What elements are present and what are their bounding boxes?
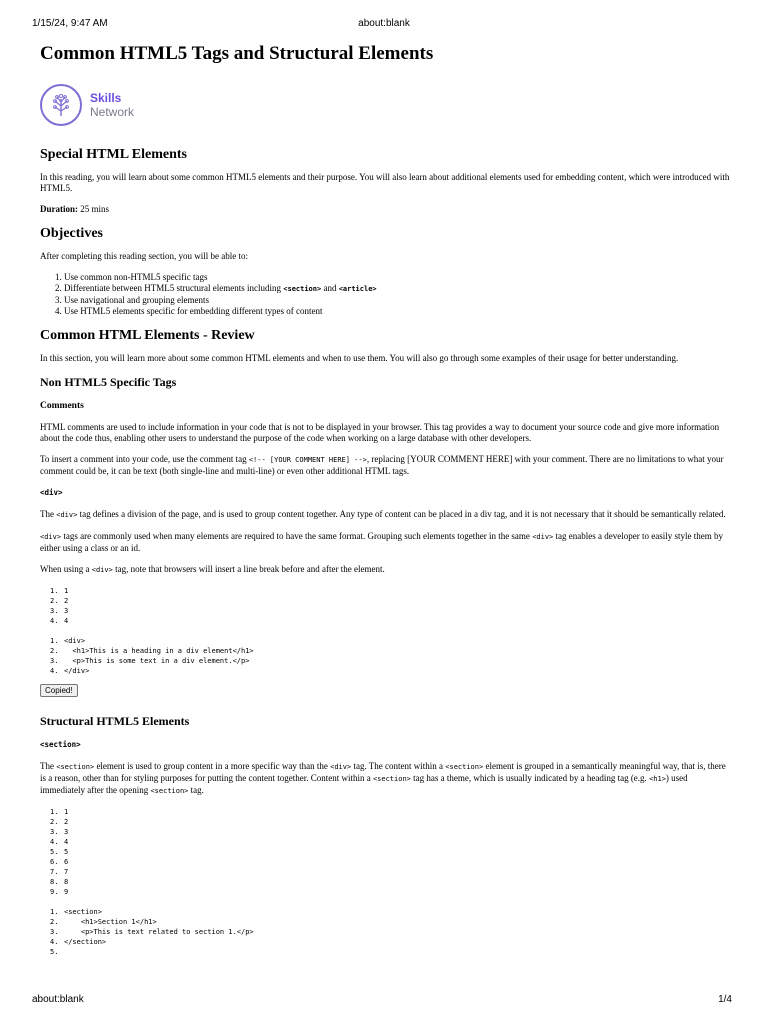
logo-line-2: Network — [90, 105, 135, 119]
text: tag defines a division of the page, and is used to group content together. Any type of content can be placed in a div tag, and it is not necessary that it should be semantically related. — [77, 509, 726, 519]
list-item: 4. Use HTML5 elements specific for embedding different types of content — [64, 306, 730, 317]
list-item — [64, 283, 730, 295]
text: , replacing [YOUR COMMENT HERE] with your comment. There are no limitations to what your comment could be, it can be text (both single-line and multi-line) or even other additional HTML tags. — [40, 454, 724, 476]
heading-structural: Structural HTML5 Elements — [40, 714, 190, 728]
inline-code: <div> — [91, 566, 113, 574]
duration-label: Duration: — [40, 204, 78, 214]
duration-value: 25 mins — [78, 204, 110, 214]
line-number: 1 — [64, 808, 69, 816]
page-number: 1/4 — [718, 994, 732, 1005]
heading-comments: Comments — [40, 401, 84, 411]
print-url: about:blank — [358, 18, 410, 29]
line-number: 4 — [64, 617, 69, 625]
inline-code: <section> — [283, 285, 322, 293]
heading-div: <div> — [40, 488, 63, 497]
inline-code: <div> — [330, 763, 352, 771]
text: The — [40, 509, 57, 519]
inline-code: <section> — [150, 787, 189, 795]
line-number: 4 — [64, 838, 69, 846]
code-line: </section> — [64, 938, 107, 946]
logo-wordmark — [90, 91, 134, 119]
document — [40, 38, 730, 961]
text: To insert a comment into your code, use the comment tag — [40, 454, 249, 464]
print-footer — [32, 994, 736, 1008]
objectives-list — [40, 272, 730, 317]
text: tags are commonly used when many elements are required to have the same format. Grouping such elements together in the same — [61, 531, 533, 541]
text: ) used immediately after the opening — [40, 773, 688, 795]
text: tag, note that browsers will insert a line break before and after the element. — [112, 564, 385, 574]
line-number: 2 — [64, 818, 69, 826]
heading-section: <section> — [40, 740, 81, 749]
line-number: 6 — [64, 858, 69, 866]
list-item-text: and — [321, 283, 339, 293]
inline-code: <div> — [532, 533, 554, 541]
list-item: 1. Use common non-HTML5 specific tags — [64, 272, 730, 283]
copy-code-button[interactable]: Copied! — [40, 684, 78, 697]
section-line-numbers: 1. 1 2. 2 3. 3 4. 4 5. 5 6. 6 7. 7 8. 8 9. 9 — [50, 808, 69, 896]
section-code-block[interactable]: 1. <section> 2. <h1>Section 1</h1> 3. <p>This is text related to section 1.</p> 4. </section> 5. — [50, 908, 254, 956]
skills-network-tree-icon — [40, 84, 82, 126]
print-datetime: 1/15/24, 9:47 AM — [32, 18, 108, 29]
logo-line-1: Skills — [90, 91, 122, 105]
heading-objectives: Objectives — [40, 226, 103, 241]
line-number: 7 — [64, 868, 69, 876]
text: tag enables a developer to easily style them by either using a class or an id. — [40, 531, 723, 553]
page-title: Common HTML5 Tags and Structural Elements — [40, 43, 434, 64]
inline-code: <section> — [372, 775, 411, 783]
line-number: 2 — [64, 597, 69, 605]
line-number: 8 — [64, 878, 69, 886]
line-number: 3 — [64, 828, 69, 836]
div-p1 — [40, 509, 730, 521]
heading-non-html5: Non HTML5 Specific Tags — [40, 375, 177, 389]
review-intro: In this section, you will learn more about some common HTML elements and when to use them. You will also go through some examples of their usage for better understanding. — [40, 353, 679, 363]
inline-code: <div> — [56, 511, 78, 519]
line-number: 9 — [64, 888, 69, 896]
footer-url: about:blank — [32, 994, 84, 1005]
heading-special-elements: Special HTML Elements — [40, 147, 187, 162]
text: element is used to group content in a more specific way than the — [94, 761, 331, 771]
div-p2 — [40, 531, 730, 554]
text: When using a — [40, 564, 92, 574]
code-line: <h1>Section 1</h1> — [64, 918, 157, 926]
list-item-text: Differentiate between HTML5 structural elements including — [64, 283, 284, 293]
comments-p1: HTML comments are used to include information in your code that is not to be displayed in your browser. This tag provides a way to document your source code and give more information about the code thus, enabling other users to understand the purpose of the code when working on a large database with other developers. — [40, 422, 720, 443]
code-line: </div> — [64, 667, 90, 675]
list-item: 3. Use navigational and grouping elements — [64, 295, 730, 306]
comments-p2 — [40, 454, 730, 477]
duration — [40, 204, 730, 215]
code-line: <section> — [64, 908, 102, 916]
objectives-intro: After completing this reading section, you will be able to: — [40, 251, 248, 261]
inline-code: <h1> — [649, 775, 666, 783]
inline-code: <section> — [445, 763, 484, 771]
div-code-block[interactable]: 1. <div> 2. <h1>This is a heading in a div element</h1> 3. <p>This is some text in a div element.</p> 4. </div> — [50, 637, 254, 675]
line-number: 5 — [64, 848, 69, 856]
inline-code: <!-- [YOUR COMMENT HERE] --> — [248, 456, 367, 464]
special-intro: In this reading, you will learn about some common HTML5 elements and their purpose. You will also learn about additional elements used for embedding content, which were introduced with HTML5. — [40, 172, 730, 193]
inline-code: <section> — [56, 763, 95, 771]
div-p3 — [40, 564, 730, 576]
inline-code: <div> — [40, 533, 62, 541]
code-line: <div> — [64, 637, 86, 645]
skills-network-logo — [40, 78, 730, 132]
line-number: 1 — [64, 587, 69, 595]
code-line: <p>This is some text in a div element.</p> — [64, 657, 250, 665]
heading-review: Common HTML Elements - Review — [40, 328, 255, 343]
div-line-numbers: 1. 1 2. 2 3. 3 4. 4 — [50, 587, 69, 625]
text: The — [40, 761, 57, 771]
code-line: <p>This is text related to section 1.</p> — [64, 928, 254, 936]
code-line: <h1>This is a heading in a div element</h1> — [64, 647, 254, 655]
text: element is grouped in a semantically meaningful way, that is, there is a reason, other than for styling purposes for putting the content together. Content within a — [40, 761, 726, 783]
inline-code: <article> — [338, 285, 377, 293]
text: tag. The content within a — [351, 761, 446, 771]
text: tag has a theme, which is usually indicated by a heading tag (e.g. — [410, 773, 650, 783]
line-number: 3 — [64, 607, 69, 615]
text: tag. — [188, 785, 204, 795]
section-p1 — [40, 761, 730, 797]
print-header — [32, 18, 736, 32]
